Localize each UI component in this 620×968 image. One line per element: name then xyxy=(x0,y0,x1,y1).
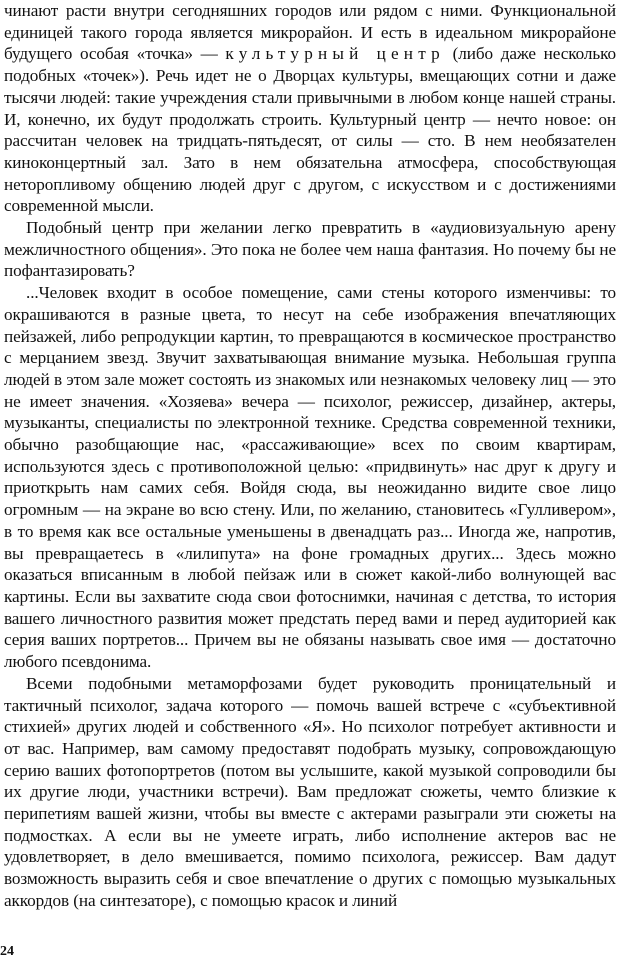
paragraph-4-text: Всеми подобными метаморфозами будет руководить проницательный и тактичный психолог, задача которого — помочь вашей встрече с «субъективной стихией» других людей и собственного «Я». Но психолог потребует активности и от вас. Например, вам самому предоставят подобрать музыку, сопровождающую серию ваших фотопортретов (потом вы услышите, какой музыкой сопроводили бы их другие люди, участники встречи). Вам предложат сюжеты, чемто близкие к перипетиям вашей жизни, чтобы вы вместе с актерами разыграли эти сюжеты на подмостках. А если вы не умеете играть, либо исполнение актеров вас не удовлетворяет, в дело вмешивается, помимо психолога, режиссер. Вам дадут возможность выразить себя и свое впечатление о других с помощью музыкальных аккордов (на синтезаторе), с помощью красок и линий xyxy=(4,673,616,910)
paragraph-3 xyxy=(4,282,616,673)
paragraph-3-text: ...Человек входит в особое помещение, сами стены которого изменчивы: то окрашиваются в разные цвета, то несут на себе изображения впечатляющих пейзажей, либо репродукции картин, то превращаются в космическое пространство с мерцанием звезд. Звучит захватывающая внимание музыка. Небольшая группа людей в этом зале может состоять из знакомых или незнакомых человеку лиц — это не имеет значения. «Хозяева» вечера — психолог, режиссер, дизайнер, актеры, музыканты, специалисты по электронной технике. Средства современной техники, обычно разобщающие нас, «рассаживающие» всех по своим квартирам, используются здесь с противоположной целью: «придвинуть» нас друг к другу и приоткрыть нам самих себя. Войдя сюда, вы неожиданно видите свое лицо огромным — на экране во всю стену. Или, по желанию, становитесь «Гулливером», в то время как все остальные уменьшены в двенадцать раз... Иногда же, напротив, вы превращаетесь в «лилипута» на фоне громадных других... Здесь можно оказаться вписанным в любой пейзаж или в сюжет какой-либо волнующей вас картины. Если вы захватите сюда свои фотоснимки, начиная с детства, то история вашего личностного развития может предстать перед вами и перед аудиторией как серия ваших портретов... Причем вы не обязаны называть свое имя — достаточно любого псевдонима. xyxy=(4,283,616,672)
paragraph-2-text: Подобный центр при желании легко превратить в «аудиовизуальную арену межличностного общения». Это пока не более чем наша фантазия. Но почему бы не пофантазировать? xyxy=(4,218,616,281)
paragraph-2 xyxy=(4,217,616,282)
page-number: 24 xyxy=(0,944,14,959)
paragraph-1 xyxy=(4,0,616,217)
book-page xyxy=(4,0,616,968)
paragraph-1-text-a: чинают расти внутри сегодняшних городов или рядом с ними. Функциональной единицей такого города является микрорайон. И есть в идеальном микрорайоне будущего особая «точка» — xyxy=(4,1,616,64)
paragraph-4 xyxy=(4,673,616,912)
paragraph-1-text-b: (либо даже несколько подобных «точек»). Речь идет не о Дворцах культуры, вмещающих сотни и даже тысячи людей: такие учреждения стали привычными в любом конце нашей страны. И, конечно, их будут продолжать строить. Культурный центр — нечто новое: он рассчитан человек на тридцать-пятьдесят, от силы — сто. В нем необязателен киноконцертный зал. Зато в нем обязательна атмосфера, способствующая неторопливому общению людей друг с другом, с искусством и с достижениями современной мысли. xyxy=(4,44,616,216)
paragraph-1-spaced-term: культурный центр xyxy=(225,44,445,64)
